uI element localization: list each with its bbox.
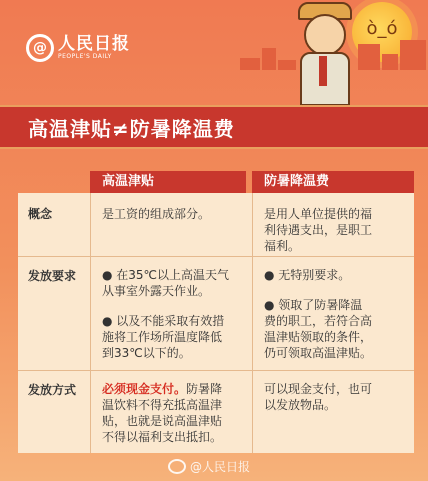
brand-name-en: PEOPLE'S DAILY <box>58 53 112 60</box>
cell-requirement-cooling-fee-2: ● 领取了防暑降温 费的职工，若符合高 温津贴领取的条件， 仍可领取高温津贴。 <box>264 298 373 360</box>
column-header-cooling-fee: 防暑降温费 <box>252 171 414 193</box>
row-label-requirements: 发放要求 <box>28 269 77 283</box>
table-row <box>18 371 414 453</box>
cell-requirement-allowance-2: ● 以及不能采取有效措 施将工作场所温度降低 到33℃以下的。 <box>102 314 225 360</box>
cell-concept-cooling-fee: 是用人单位提供的福 利待遇支出，是职工 福利。 <box>264 207 373 253</box>
title-banner <box>0 105 428 149</box>
weibo-watermark <box>168 458 250 475</box>
row-label-concept: 概念 <box>28 207 53 221</box>
sweating-worker-illustration <box>292 0 354 105</box>
column-divider <box>252 193 253 453</box>
at-icon: @ <box>26 34 54 62</box>
row-label-payment-method: 发放方式 <box>28 383 77 397</box>
watermark-text: @人民日报 <box>190 460 251 474</box>
payment-allowance-text: 防暑降 温饮料不得充抵高温津 贴，也就是说高温津贴 不得以福利支出抵扣。 <box>102 382 223 444</box>
cell-requirement-allowance-1: ● 在35℃以上高温天气 从事室外露天作业。 <box>102 268 230 298</box>
header-illustration <box>0 0 428 105</box>
page-title: 高温津贴≠防暑降温费 <box>28 116 235 141</box>
sun-face-icon: ò_ó <box>366 18 398 39</box>
column-divider <box>90 193 91 453</box>
table-row <box>18 257 414 370</box>
cell-requirement-cooling-fee-1: ● 无特别要求。 <box>264 268 351 282</box>
cell-concept-allowance: 是工资的组成部分。 <box>102 207 211 221</box>
payment-emphasis-text: 必须现金支付。 <box>102 382 187 396</box>
brand-name: 人民日报 <box>58 34 130 54</box>
peoples-daily-logo <box>26 34 130 62</box>
column-header-high-temp-allowance: 高温津贴 <box>90 171 246 193</box>
cell-payment-cooling-fee: 可以现金支付，也可 以发放物品。 <box>264 382 373 412</box>
weibo-icon <box>168 459 186 474</box>
table-row <box>18 193 414 256</box>
cell-payment-allowance <box>102 381 254 445</box>
